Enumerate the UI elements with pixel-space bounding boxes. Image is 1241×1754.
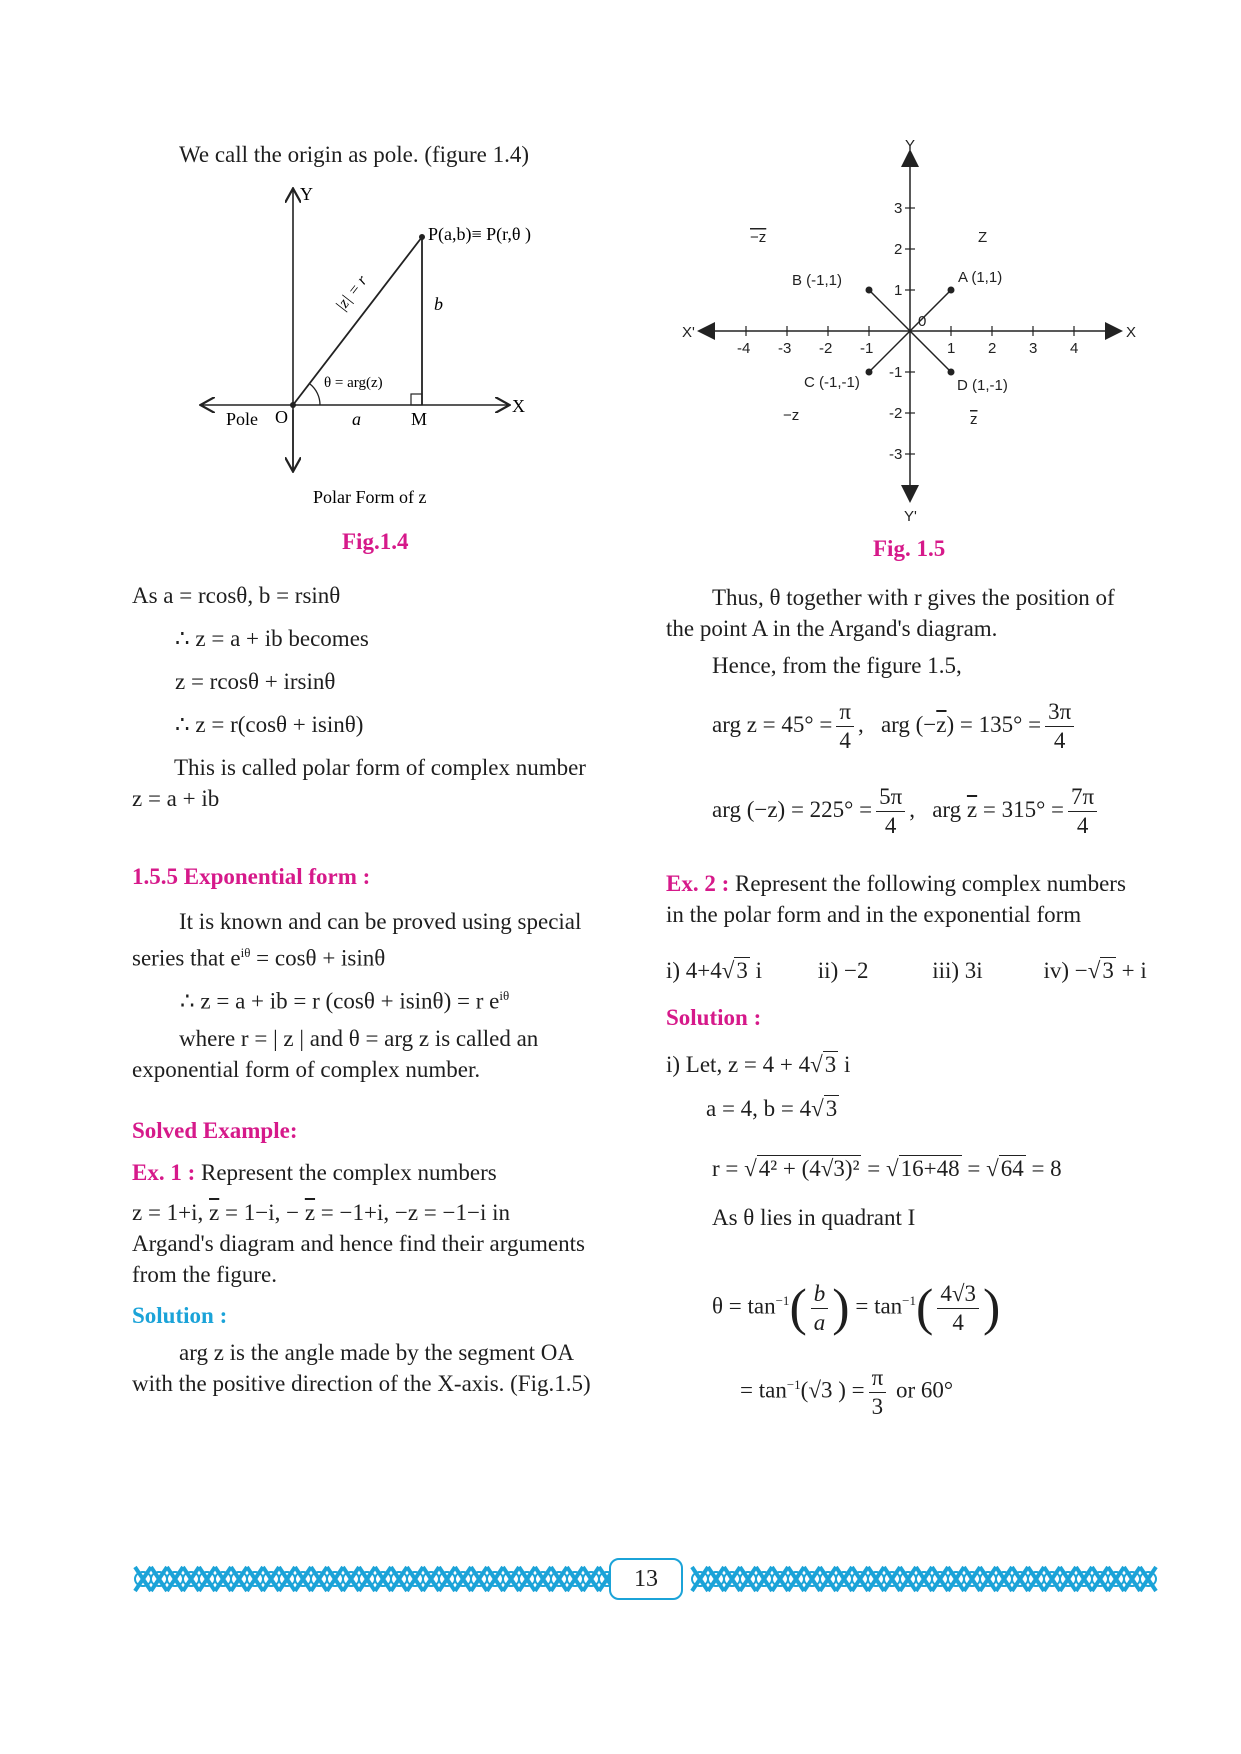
figure-1-5: [680, 140, 1150, 530]
ornament-link: [692, 1567, 708, 1591]
a-b-values: a = 4, b = 4√3: [706, 1096, 838, 1121]
exp-para-line1: It is known and can be proved using special: [179, 909, 582, 934]
fig15-d-label: D (1,-1): [957, 377, 1008, 394]
arg-line-1: arg z = 45° = $\frac{\pi}{4}$ , arg $(-\overline{z}) = 135^\circ$ = $\frac{3\pi}{4}$: [712, 695, 1078, 755]
solution-heading-right: Solution :: [666, 1005, 762, 1030]
x-tick-label: -2: [819, 340, 833, 357]
r-modulus-line: r = √4² + (4√3)² = √16+48 = √64 = 8: [712, 1156, 1062, 1181]
fig14-angle-label: θ = arg(z): [324, 375, 383, 391]
fig14-a-label: a: [352, 409, 361, 429]
ex1-line3: Argand's diagram and hence find their arguments: [132, 1231, 585, 1256]
fig15-y-label: Y: [905, 140, 916, 154]
ornament-link: [868, 1567, 884, 1591]
fig15-segment-a: [910, 290, 951, 331]
fig14-caption: Fig.1.4: [342, 529, 409, 554]
ornament-link: [1124, 1567, 1140, 1591]
ex1-line2: z = 1+i, $\overline{z} = 1-i$, − $\overline{z} = -1+i$, −z = −1−i in: [132, 1200, 510, 1225]
ornament-link: [932, 1567, 948, 1591]
exp-heading: 1.5.5 Exponential form :: [132, 864, 371, 889]
fig15-a-label: A (1,1): [958, 269, 1003, 286]
ornament-link: [263, 1567, 279, 1591]
ornament-link: [503, 1567, 519, 1591]
ornament-link: [343, 1567, 359, 1591]
x-tick-label: 2: [988, 340, 997, 357]
ornament-link: [327, 1567, 343, 1591]
solution-heading-left: Solution :: [132, 1303, 228, 1328]
ornament-link: [1076, 1567, 1092, 1591]
y-tick-label: -1: [889, 364, 903, 381]
x-tick-label: 1: [947, 340, 956, 357]
ornament-link: [375, 1567, 391, 1591]
let-z-line: i) Let, z = 4 + 4√3 i: [666, 1052, 851, 1077]
arg-line-2: arg (−z) = 225° = $\frac{5\pi}{4}$ , arg $\overline{z} = 315^\circ$ = $\frac{7\pi}{4}$: [712, 780, 1101, 840]
fig15-point-a: [948, 287, 955, 294]
ex2-items: i) 4+4√3 i ii) −2 iii) 3i iv) −√3 + i: [666, 958, 1147, 983]
fig15-yneg-label: Y': [904, 508, 917, 525]
ornament-link: [567, 1567, 583, 1591]
ornament-link: [535, 1567, 551, 1591]
fig14-point-p: [419, 234, 425, 240]
ornament-link: [247, 1567, 263, 1591]
fig14-hyp-label: |z| = r: [332, 272, 371, 315]
fig15-neg-z-label: −z: [783, 407, 800, 424]
ornament-link: [820, 1567, 836, 1591]
ornament-link: [1092, 1567, 1108, 1591]
ex1-line1: Ex. 1 : Represent the complex numbers: [132, 1160, 497, 1185]
x-tick-label: -4: [737, 340, 751, 357]
ornament-link: [1108, 1567, 1124, 1591]
y-tick-label: -3: [889, 446, 903, 463]
ornament-link: [1060, 1567, 1076, 1591]
ornament-link: [231, 1567, 247, 1591]
fig14-pole-label: Pole: [226, 409, 259, 429]
theta-line-1: $\theta = \tan^{-1}$( $\frac{b}{a}$ ) = $\tan^{-1}$( $\frac{4√3}{4}$ ): [712, 1279, 1001, 1337]
fig14-x-label: X: [512, 396, 525, 416]
ornament-link: [583, 1567, 599, 1591]
fig15-c-label: C (-1,-1): [804, 374, 860, 391]
fig15-segment-b: [869, 290, 910, 331]
fig15-x-label: X: [1126, 324, 1137, 341]
fig14-origin-label: O: [275, 407, 288, 427]
ornament-link: [1012, 1567, 1028, 1591]
ornament-link: [455, 1567, 471, 1591]
ornament-link: [772, 1567, 788, 1591]
ornament-link: [135, 1567, 151, 1591]
where-line1: where r = | z | and θ = arg z is called an: [179, 1026, 539, 1051]
ornament-link: [756, 1567, 772, 1591]
fig14-origin-dot: [290, 402, 296, 408]
fig15-zbar-label: z: [970, 411, 978, 428]
ornament-link: [1028, 1567, 1044, 1591]
ornament-link: [151, 1567, 167, 1591]
figure-1-4: [190, 180, 560, 510]
polar-para-line1: This is called polar form of complex number: [174, 755, 586, 780]
y-tick-label: 1: [894, 282, 903, 299]
thus-line2: the point A in the Argand's diagram.: [666, 616, 998, 641]
ornament-link: [980, 1567, 996, 1591]
ex2-line1: Ex. 2 : Represent the following complex numbers: [666, 871, 1126, 896]
hence-line: Hence, from the figure 1.5,: [712, 653, 962, 678]
ornament-link: [724, 1567, 740, 1591]
ex1-line4: from the figure.: [132, 1262, 277, 1287]
fig15-neg-zbar-label: −z: [750, 229, 767, 246]
page-number: 13: [634, 1566, 658, 1592]
sol-para-line1: arg z is the angle made by the segment OA: [179, 1340, 574, 1365]
ornament-link: [167, 1567, 183, 1591]
polar-para-line2: z = a + ib: [132, 786, 220, 811]
ornament-link: [804, 1567, 820, 1591]
ornament-link: [884, 1567, 900, 1591]
fig14-angle-arc: [310, 384, 320, 405]
exp-para-line2: series that $e^{i\theta} = \cos\theta + isin\theta$: [132, 945, 386, 971]
fig15-point-b: [866, 287, 873, 294]
fig14-b-label: b: [434, 294, 443, 314]
eq-becomes: ∴ z = a + ib becomes: [175, 626, 369, 651]
fig14-y-label: Y: [300, 184, 313, 204]
fig14-right-angle: [411, 394, 422, 405]
ornament-link: [215, 1567, 231, 1591]
sol-para-line2: with the positive direction of the X-axis. (Fig.1.5): [132, 1371, 591, 1396]
ornament-link: [996, 1567, 1012, 1591]
fig15-zero-label: 0: [918, 313, 927, 330]
ornament-link: [311, 1567, 327, 1591]
fig15-xneg-label: X': [682, 324, 695, 341]
ex2-line2: in the polar form and in the exponential form: [666, 902, 1082, 927]
ornament-link: [295, 1567, 311, 1591]
fig15-point-c: [866, 369, 873, 376]
ornament-link: [916, 1567, 932, 1591]
fig15-point-d: [948, 369, 955, 376]
theta-line-2: = $\tan^{-1}(√3$ ) = $\frac{\pi}{3}$ or 60°: [740, 1364, 954, 1419]
ornament-link: [852, 1567, 868, 1591]
fig15-b-label: B (-1,1): [792, 272, 843, 289]
ornament-link: [487, 1567, 503, 1591]
ornament-link: [740, 1567, 756, 1591]
eq-polar: ∴ z = r(cosθ + isinθ): [175, 712, 364, 737]
ornament-link: [423, 1567, 439, 1591]
ornament-link: [183, 1567, 199, 1591]
eq-a-b: As a = rcosθ, b = rsinθ: [132, 583, 341, 608]
ornament-link: [279, 1567, 295, 1591]
y-tick-label: 2: [894, 241, 903, 258]
solved-example-heading: Solved Example:: [132, 1118, 298, 1143]
ornament-link: [1044, 1567, 1060, 1591]
ornament-link: [471, 1567, 487, 1591]
where-line2: exponential form of complex number.: [132, 1057, 481, 1082]
exp-equation: ∴ z = a + ib = r (cosθ + isinθ) = r $e^{i\theta}$: [180, 988, 510, 1014]
fig14-inner-caption: Polar Form of z: [313, 487, 427, 507]
ornament-link: [199, 1567, 215, 1591]
x-tick-label: 4: [1070, 340, 1079, 357]
ornament-link: [1140, 1567, 1156, 1591]
ornament-link: [836, 1567, 852, 1591]
fig14-m-label: M: [411, 409, 428, 429]
y-tick-label: 3: [894, 200, 903, 217]
ornament-link: [708, 1567, 724, 1591]
quadrant-line: As θ lies in quadrant I: [712, 1205, 916, 1230]
ornament-link: [359, 1567, 375, 1591]
ornament-link: [964, 1567, 980, 1591]
thus-line1: Thus, θ together with r gives the position of: [712, 585, 1115, 610]
fig15-segment-d: [910, 331, 951, 372]
x-tick-label: -3: [778, 340, 792, 357]
eq-expand: z = rcosθ + irsinθ: [175, 669, 336, 694]
x-tick-label: -1: [860, 340, 874, 357]
ornament-link: [900, 1567, 916, 1591]
fig15-z-label: Z: [978, 229, 988, 246]
ornament-link: [391, 1567, 407, 1591]
fig14-point-label: P(a,b)≡ P(r,θ ): [428, 224, 532, 244]
intro-text: We call the origin as pole. (figure 1.4): [179, 142, 530, 167]
y-tick-label: -2: [889, 405, 903, 422]
fig15-caption: Fig. 1.5: [873, 536, 946, 561]
ornament-link: [407, 1567, 423, 1591]
ornament-link: [788, 1567, 804, 1591]
ornament-link: [439, 1567, 455, 1591]
ornament-link: [519, 1567, 535, 1591]
ornament-link: [551, 1567, 567, 1591]
x-tick-label: 3: [1029, 340, 1038, 357]
ornament-link: [948, 1567, 964, 1591]
